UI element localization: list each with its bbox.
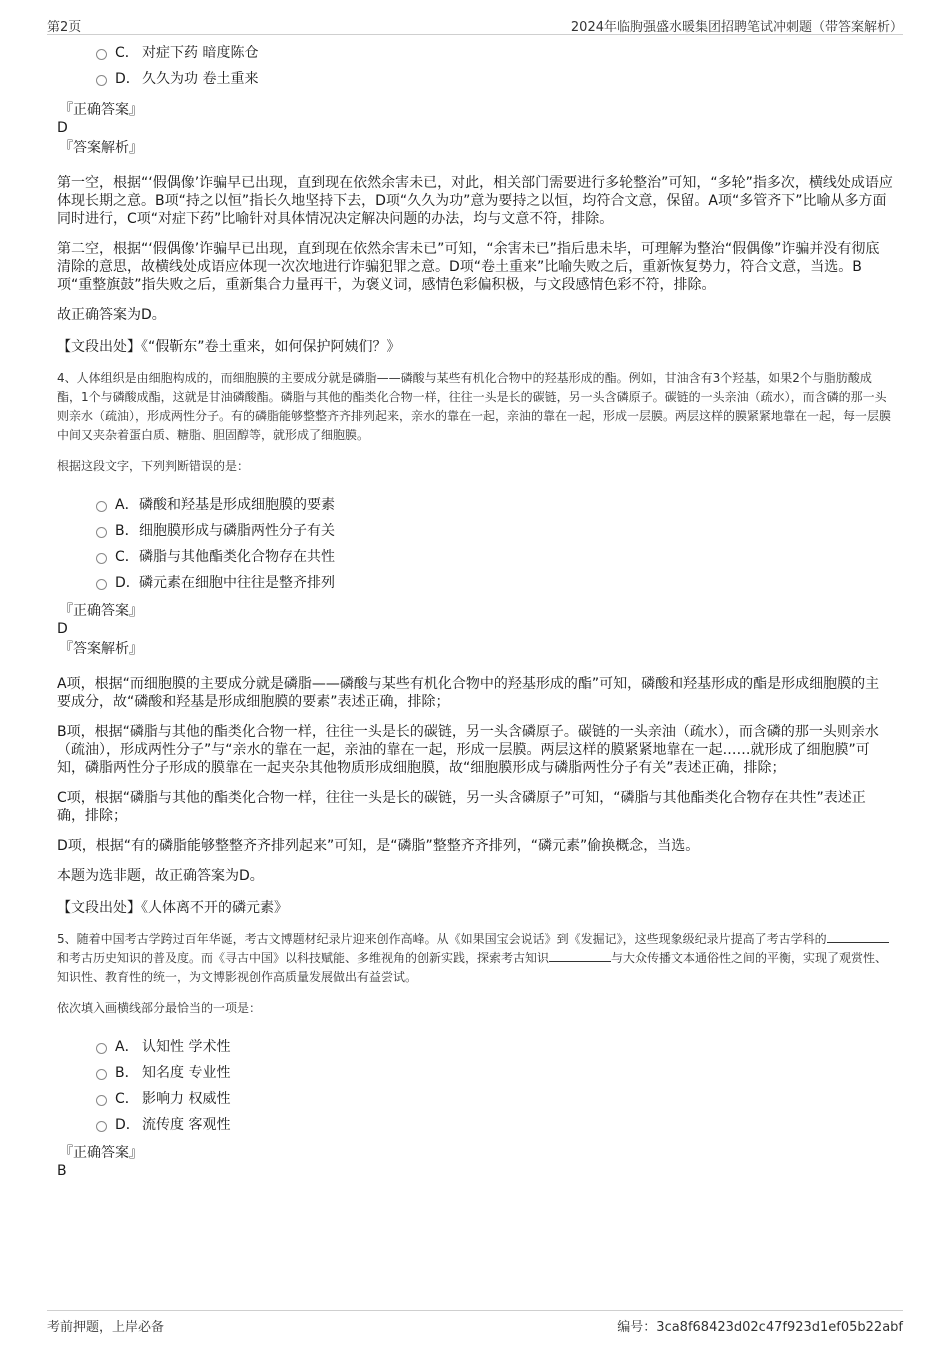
q4-source: 【文段出处】《人体离不开的磷元素》 bbox=[57, 900, 288, 916]
page-number: 第2页 bbox=[47, 20, 82, 35]
q3-analysis-tag: 『答案解析』 bbox=[59, 140, 143, 156]
document-title: 2024年临朐强盛水暖集团招聘笔试冲刺题（带答案解析） bbox=[570, 20, 903, 35]
q5-prompt: 依次填入画横线部分最恰当的一项是： bbox=[57, 1001, 262, 1015]
q4-answer-tag: 『正确答案』 bbox=[59, 603, 143, 619]
page-content bbox=[57, 44, 893, 1182]
fill-blank-1 bbox=[827, 930, 889, 943]
q4-answer: D bbox=[57, 621, 68, 637]
radio-icon[interactable] bbox=[96, 75, 107, 86]
fill-blank-2 bbox=[549, 949, 611, 962]
radio-icon[interactable] bbox=[96, 1121, 107, 1132]
q5-stem: 5、随着中国考古学跨过百年华诞，考古文博题材纪录片迎来创作高峰。从《如果国宝会说话》到《发掘记》，这些现象级纪录片提高了考古学科的和考古历史知识的普及度。而《寻古中国》以科技赋能、多维视角的创新实践，探索考古知识 与大众传播文本通俗性之间的平衡，实现了观赏性、知识性、教育性的统一，为文博影视创作高质量发展做出有益尝试。 bbox=[57, 932, 888, 984]
q4-analysis-tag: 『答案解析』 bbox=[59, 641, 143, 657]
q3-option-c[interactable]: C． 对症下药 暗度陈仓 bbox=[57, 44, 893, 70]
radio-icon[interactable] bbox=[96, 49, 107, 60]
page-header bbox=[47, 14, 903, 35]
q4-option-c[interactable]: C． 磷脂与其他酯类化合物存在共性 bbox=[57, 548, 893, 574]
q5-answer: B bbox=[57, 1163, 67, 1179]
q4-analysis-para: A项，根据“而细胞膜的主要成分就是磷脂——磷酸与某些有机化合物中的羟基形成的酯”可知，磷酸和羟基形成的酯是形成细胞膜的主要成分，故“磷酸和羟基是形成细胞膜的要素”表述正确，排除； bbox=[57, 676, 880, 710]
q3-answer: D bbox=[57, 120, 68, 136]
q4-analysis-para: B项，根据“磷脂与其他的酯类化合物一样，往往一头是长的碳链，另一头含磷原子。碳链的一头亲油（疏水），而含磷的那一头则亲水（疏油），形成两性分子”与“亲水的靠在一起，亲油的靠在一起，形成一层膜。两层这样的膜紧紧地靠在一起……就形成了细胞膜”可知，磷脂两性分子形成的膜靠在一起夹杂其他物质形成细胞膜，故“细胞膜形成与磷脂两性分子有关”表述正确，排除； bbox=[57, 724, 879, 776]
radio-icon[interactable] bbox=[96, 1095, 107, 1106]
q4-analysis-para: C项，根据“磷脂与其他的酯类化合物一样，往往一头是长的碳链，另一头含磷原子”可知，“磷脂与其他酯类化合物存在共性”表述正确，排除； bbox=[57, 790, 866, 824]
q4-prompt: 根据这段文字，下列判断错误的是： bbox=[57, 459, 250, 473]
q3-analysis-para: 第一空，根据“‘假偶像’诈骗早已出现，直到现在依然余害未已，对此，相关部门需要进行多轮整治”可知，“多轮”指多次，横线处成语应体现长期之意。B项“持之以恒”指长久地坚持下去，D项“久久为功”意为要持之以恒，均符合文意，保留。A项“多管齐下”比喻从多方面同时进行，C项“对症下药”比喻针对具体情况决定解决问题的办法，均与文意不符，排除。 bbox=[57, 175, 893, 227]
q5-option-a[interactable]: A． 认知性 学术性 bbox=[57, 1038, 893, 1064]
q4-option-d[interactable]: D． 磷元素在细胞中往往是整齐排列 bbox=[57, 574, 893, 600]
q4-option-b[interactable]: B． 细胞膜形成与磷脂两性分子有关 bbox=[57, 522, 893, 548]
document-code: 编号：3ca8f68423d02c47f923d1ef05b22abf bbox=[617, 1320, 903, 1335]
q3-analysis-para: 第二空，根据“‘假偶像’诈骗早已出现，直到现在依然余害未已”可知，“余害未已”指后患未毕，可理解为整治“假偶像”诈骗并没有彻底清除的意思，故横线处成语应体现一次次地进行诈骗犯罪之意。D项“卷土重来”比喻失败之后，重新恢复势力，符合文意，当选。B项“重整旗鼓”指失败之后，重新集合力量再干，为褒义词，感情色彩偏积极，与文段感情色彩不符，排除。 bbox=[57, 241, 880, 293]
q5-option-c[interactable]: C． 影响力 权威性 bbox=[57, 1090, 893, 1116]
q5-answer-tag: 『正确答案』 bbox=[59, 1145, 143, 1161]
radio-icon[interactable] bbox=[96, 553, 107, 564]
q3-analysis-para: 故正确答案为D。 bbox=[57, 307, 166, 323]
radio-icon[interactable] bbox=[96, 527, 107, 538]
footer-slogan: 考前押题，上岸必备 bbox=[47, 1320, 165, 1335]
q5-option-d[interactable]: D． 流传度 客观性 bbox=[57, 1116, 893, 1142]
radio-icon[interactable] bbox=[96, 1069, 107, 1080]
radio-icon[interactable] bbox=[96, 1043, 107, 1054]
q4-stem: 4、人体组织是由细胞构成的，而细胞膜的主要成分就是磷脂——磷酸与某些有机化合物中的羟基形成的酯。例如，甘油含有3个羟基，如果2个与脂肪酸成酯，1个与磷酸成酯，这就是甘油磷酸酯。磷脂与其他的酯类化合物一样，往往一头是长的碳链，另一头含磷原子。碳链的一头亲油（疏水），而含磷的那一头则亲水（疏油），形成两性分子。有的磷脂能够整整齐齐排列起来，亲水的靠在一起，亲油的靠在一起，形成一层膜。两层这样的膜紧紧地靠在一起，每一层膜中间又夹杂着蛋白质、糖脂、胆固醇等，就形成了细胞膜。 bbox=[57, 371, 892, 442]
q4-analysis-para: D项，根据“有的磷脂能够整整齐齐排列起来”可知，是“磷脂”整整齐齐排列，“磷元素”偷换概念，当选。 bbox=[57, 838, 700, 854]
radio-icon[interactable] bbox=[96, 501, 107, 512]
q4-analysis-para: 本题为选非题，故正确答案为D。 bbox=[57, 868, 264, 884]
radio-icon[interactable] bbox=[96, 579, 107, 590]
page-footer bbox=[47, 1310, 903, 1337]
q3-option-d[interactable]: D． 久久为功 卷土重来 bbox=[57, 70, 893, 96]
q3-source: 【文段出处】《“假靳东”卷土重来，如何保护阿姨们？》 bbox=[57, 339, 401, 355]
q5-option-b[interactable]: B． 知名度 专业性 bbox=[57, 1064, 893, 1090]
q4-option-a[interactable]: A． 磷酸和羟基是形成细胞膜的要素 bbox=[57, 496, 893, 522]
q3-answer-tag: 『正确答案』 bbox=[59, 102, 143, 118]
